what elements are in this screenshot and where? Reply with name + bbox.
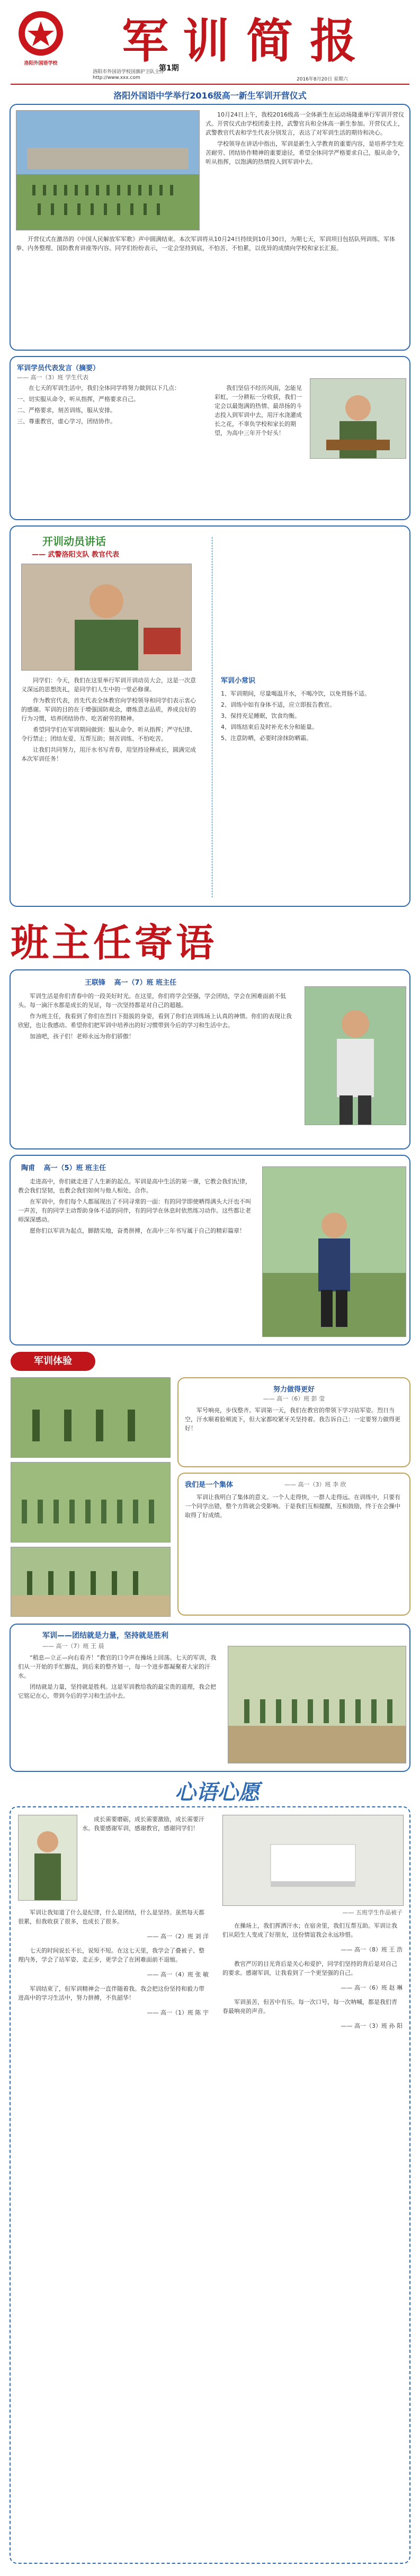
heart-words-box <box>10 1806 410 2564</box>
teacher-1-class: 高一（7）班 班主任 <box>114 979 177 987</box>
experience-3-paragraph-1: “稍息—立正—向右看齐！”教官的口令声在操场上回荡。七天的军训，我们从一开始的手忙脚乱，到后来的整齐划一，每一个进步都凝聚着大家的汗水。 <box>18 1654 217 1679</box>
lead-headline: 洛阳外国语中学举行2016级高一新生军训开营仪式 <box>113 91 307 101</box>
teacher-2-paragraph-2: 在军训中，你们每个人都展现出了不同寻常的一面：有的同学即使晒得满头大汗也不叫一声苦，有的同学主动帮助身体不适的同伴，有的同学在休息时依然练习动作。这些都让老师深深感动。 <box>18 1198 251 1223</box>
speech-paragraph-2: 我们坚信不经历风雨，怎能见彩虹，一分耕耘一分收获，我们一定会以最饱满的热情、最昂扬的斗志投入到军训中去，用汗水浇灌成长之花，不辜负学校和家长的期望，为高中三年开个好头！ <box>215 385 302 436</box>
experience-box-2 <box>177 1473 410 1616</box>
experience-3-paragraph-2: 团结就是力量，坚持就是胜利。这是军训教给我的最宝贵的道理，我会把它铭记在心，带到今后的学习和生活中去。 <box>18 1683 216 1699</box>
lead-paragraph-2: 学校领导在讲话中指出，军训是新生入学教育的重要内容，是培养学生吃苦耐劳、团结协作精神的重要途径，希望全体同学严格要求自己，服从命令，听从指挥，以饱满的热情投入到军训中去。 <box>205 140 404 165</box>
heart-left-signature-2: —— 高一（4）班 张 敏 <box>147 1971 209 1978</box>
drill-formation-photo <box>228 1646 406 1763</box>
masthead-divider <box>11 84 409 85</box>
mobilization-paragraph-2: 作为教官代表，首先代表全体教官向学校领导和同学们表示衷心的感谢。军训的目的在于增强国防观念，磨炼意志品质，养成良好的行为习惯，培养团结协作、吃苦耐劳的精神。 <box>21 697 196 722</box>
speech-item-3: 三、尊重教官，虚心学习，团结协作。 <box>17 418 116 425</box>
experience-3-title: 军训——团结就是力量，坚持就是胜利 <box>42 1632 168 1640</box>
logo-text: 洛阳外国语学校 <box>24 61 58 66</box>
folded-quilt-photo <box>222 1815 404 1906</box>
experience-3-byline: —— 高一（7）班 王 晨 <box>42 1643 104 1650</box>
experience-1-title: 努力做得更好 <box>273 1386 315 1394</box>
rule-item-1: 1、军训期间，尽量喝温开水，不喝冷饮，以免胃肠不适。 <box>221 690 370 697</box>
mobilization-paragraph-3: 希望同学们在军训期间做到：服从命令、听从指挥；严守纪律、令行禁止；团结友爱、互帮互助；刻苦训练、不怕吃苦。 <box>21 726 196 742</box>
mobilization-title: 开训动员讲话 <box>42 535 106 548</box>
mobilization-box <box>10 525 410 907</box>
heart-left-paragraph-1: 成长需要磨砺，成长需要激励，成长需要汗水。我要感谢军训，感谢教官，感谢同学们！ <box>82 1816 204 1832</box>
lead-paragraph-1: 10月24日上午，我校2016级高一全体新生在运动场隆重举行军训开营仪式。开营仪式由学校团委主持，武警官兵和全体高一新生参加。开营仪式上，武警教官代表和学生代表分别发言，表达了对军训生活的期待和决心。 <box>205 111 404 136</box>
rule-item-5: 5、注意防晒，必要时涂抹防晒霜。 <box>221 735 312 742</box>
teacher-2-class: 高一（5）班 班主任 <box>43 1164 106 1172</box>
experience-2-title: 我们是一个集体 <box>185 1481 234 1489</box>
teacher-1-photo <box>305 986 406 1125</box>
url-line: http://www.xxx.com <box>93 75 140 81</box>
instructor-photo <box>21 564 192 671</box>
teacher-2-photo <box>262 1166 406 1337</box>
experience-box-3 <box>10 1624 410 1772</box>
teacher-2-box <box>10 1155 410 1345</box>
masthead <box>0 0 420 85</box>
teacher-1-paragraph-1: 军训生活是你们青春中的一段美好时光。在这里，你们将学会坚强，学会团结，学会在困难面前不低头。每一滴汗水都是成长的见证，每一次坚持都是对自己的超越。 <box>18 993 286 1009</box>
title-glyph-2: 训 <box>183 13 230 68</box>
opening-ceremony-photo <box>16 110 200 230</box>
teacher-section-heading: 班主任寄语 <box>11 920 218 965</box>
heart-words-title: 心语心愿 <box>175 1780 260 1805</box>
teacher-1-box <box>10 969 410 1149</box>
teacher-2-paragraph-3: 愿你们以军训为起点，脚踏实地，奋勇拼搏，在高中三年书写属于自己的精彩篇章！ <box>30 1227 245 1234</box>
teacher-2-name: 陶甫 <box>21 1164 35 1172</box>
heart-left-paragraph-2: 军训让我知道了什么是纪律，什么是团结，什么是坚持。虽然每天都很累，但我收获了很多，也成长了很多。 <box>18 1909 204 1925</box>
title-glyph-1: 军 <box>122 13 169 68</box>
teacher-2-paragraph-1: 走进高中，你们就走进了人生新的起点。军训是高中生活的第一课，它教会我们纪律，教会我们坚韧，也教会我们如何与他人相处、合作。 <box>18 1178 251 1194</box>
rules-title: 军训小常识 <box>221 677 256 685</box>
host-line: 洛阳市外国语学校国旗护卫队主办 <box>93 69 165 75</box>
experience-2-byline: —— 高一（3）班 李 欣 <box>284 1481 346 1488</box>
drill-photo-2 <box>11 1462 171 1543</box>
experience-tag: 军训体验 <box>11 1352 95 1371</box>
experience-2-paragraph: 军训让我明白了集体的意义。一个人走得快，一群人走得远。在训练中，只要有一个同学出错，整个方阵就会受影响。于是我们互相提醒，互相鼓励，终于在会操中取得了好成绩。 <box>185 1494 400 1519</box>
speech-paragraph-1: 在七天的军训生活中，我们全体同学将努力做到以下几点： <box>29 385 180 391</box>
rule-item-3: 3、保持充足睡眠，饮食均衡。 <box>221 712 300 719</box>
heart-right-paragraph-3: 军训虽苦，但苦中有乐。每一次口号，每一次呐喊，都是我们青春最响亮的声音。 <box>222 1999 397 2015</box>
student-writing-photo <box>18 1815 77 1901</box>
mobilization-paragraph-4: 让我们共同努力，用汗水书写青春，用坚持诠释成长，圆满完成本次军训任务！ <box>21 746 196 762</box>
heart-right-signature-3: —— 高一（3）班 孙 阳 <box>341 2022 403 2029</box>
speech-item-1: 一、切实服从命令，听从指挥，严格要求自己。 <box>17 396 139 403</box>
experience-box-1 <box>177 1377 410 1467</box>
experience-1-paragraph: 军号响亮，步伐整齐。军训第一天，我们在教官的带领下学习站军姿。烈日当空，汗水顺着脸颊流下，但大家都咬紧牙关坚持着。我告诉自己：一定要努力做得更好！ <box>185 1407 400 1432</box>
student-speech-box <box>10 356 410 520</box>
student-speaker-photo <box>310 378 406 459</box>
rule-item-2: 2、训练中如有身体不适，应立即报告教官。 <box>221 701 335 708</box>
newsletter-title <box>122 4 376 68</box>
speech-title: 军训学员代表发言（摘要） <box>17 364 100 372</box>
teacher-1-name: 王联锋 <box>85 979 106 987</box>
heart-left-paragraph-3: 七天的时间说长不长，说短不短。在这七天里，我学会了叠被子、整理内务，学会了站军姿、走正步，更学会了在困难面前不退缩。 <box>18 1947 204 1963</box>
heart-right-paragraph-1: 在操场上，我们挥洒汗水；在宿舍里，我们互帮互助。军训让我们从陌生人变成了好朋友，这份情谊我会永远珍惜。 <box>222 1922 397 1938</box>
heart-right-paragraph-2: 教官严厉的目光背后是关心和爱护，同学们坚持的背后是对自己的要求。感谢军训，让我看到了一个更坚强的自己。 <box>222 1960 397 1976</box>
issue-number: 第1期 <box>159 64 179 73</box>
mobilization-subtitle: —— 武警洛阳支队 教官代表 <box>32 551 120 559</box>
teacher-1-paragraph-3: 加油吧，孩子们！老师永远为你们骄傲！ <box>30 1033 135 1040</box>
heart-right-signature-1: —— 高一（8）班 王 浩 <box>341 1946 403 1953</box>
teacher-1-paragraph-2: 作为班主任，我看到了你们在烈日下挺拔的身姿，看到了你们在训练场上认真的神情。你们的表现让我欣慰，也让我感动。希望你们把军训中培养出的好习惯带到今后的学习和生活中去。 <box>18 1013 292 1029</box>
date-line: 2016年8月20日 星期六 <box>297 77 348 82</box>
heart-left-signature-1: —— 高一（2）班 刘 洋 <box>147 1933 209 1940</box>
experience-1-byline: —— 高一（6）班 彭 莹 <box>263 1395 325 1402</box>
speech-item-2: 二、严格要求，刻苦训练，服从安排。 <box>17 407 116 414</box>
drill-photo-3 <box>11 1547 171 1617</box>
title-glyph-3: 简 <box>246 13 293 68</box>
speech-byline: —— 高一（3）班 学生代表 <box>17 374 88 381</box>
lead-paragraph-3: 开营仪式在激昂的《中国人民解放军军歌》声中圆满结束。本次军训将从10月24日持续到10月30日，为期七天，军训项目包括队列训练、军体拳、内务整理、国防教育讲座等内容。同学们纷纷表示，一定会坚持到底，不怕苦、不怕累，以优异的成绩向学校和家长汇报。 <box>16 236 395 252</box>
quilt-caption: —— 五班学生作品被子 <box>342 1909 403 1916</box>
heart-left-paragraph-4: 军训结束了，但军训精神会一直伴随着我。我会把这份坚持和毅力带进高中的学习生活中，努力拼搏，不负韶华！ <box>18 1985 204 2001</box>
lead-article-box <box>10 104 410 351</box>
title-glyph-4: 报 <box>310 13 357 68</box>
school-logo-icon <box>17 10 65 57</box>
mobilization-paragraph-1: 同学们：今天，我们在这里举行军训开训动员大会，这是一次意义深远的思想洗礼，是同学们人生中的一堂必修课。 <box>21 677 196 693</box>
heart-right-signature-2: —— 高一（6）班 赵 琳 <box>341 1984 403 1991</box>
rule-item-4: 4、训练结束后及时补充水分和能量。 <box>221 724 318 730</box>
drill-photo-1 <box>11 1377 171 1458</box>
heart-left-signature-3: —— 高一（1）班 陈 宇 <box>147 2009 209 2016</box>
